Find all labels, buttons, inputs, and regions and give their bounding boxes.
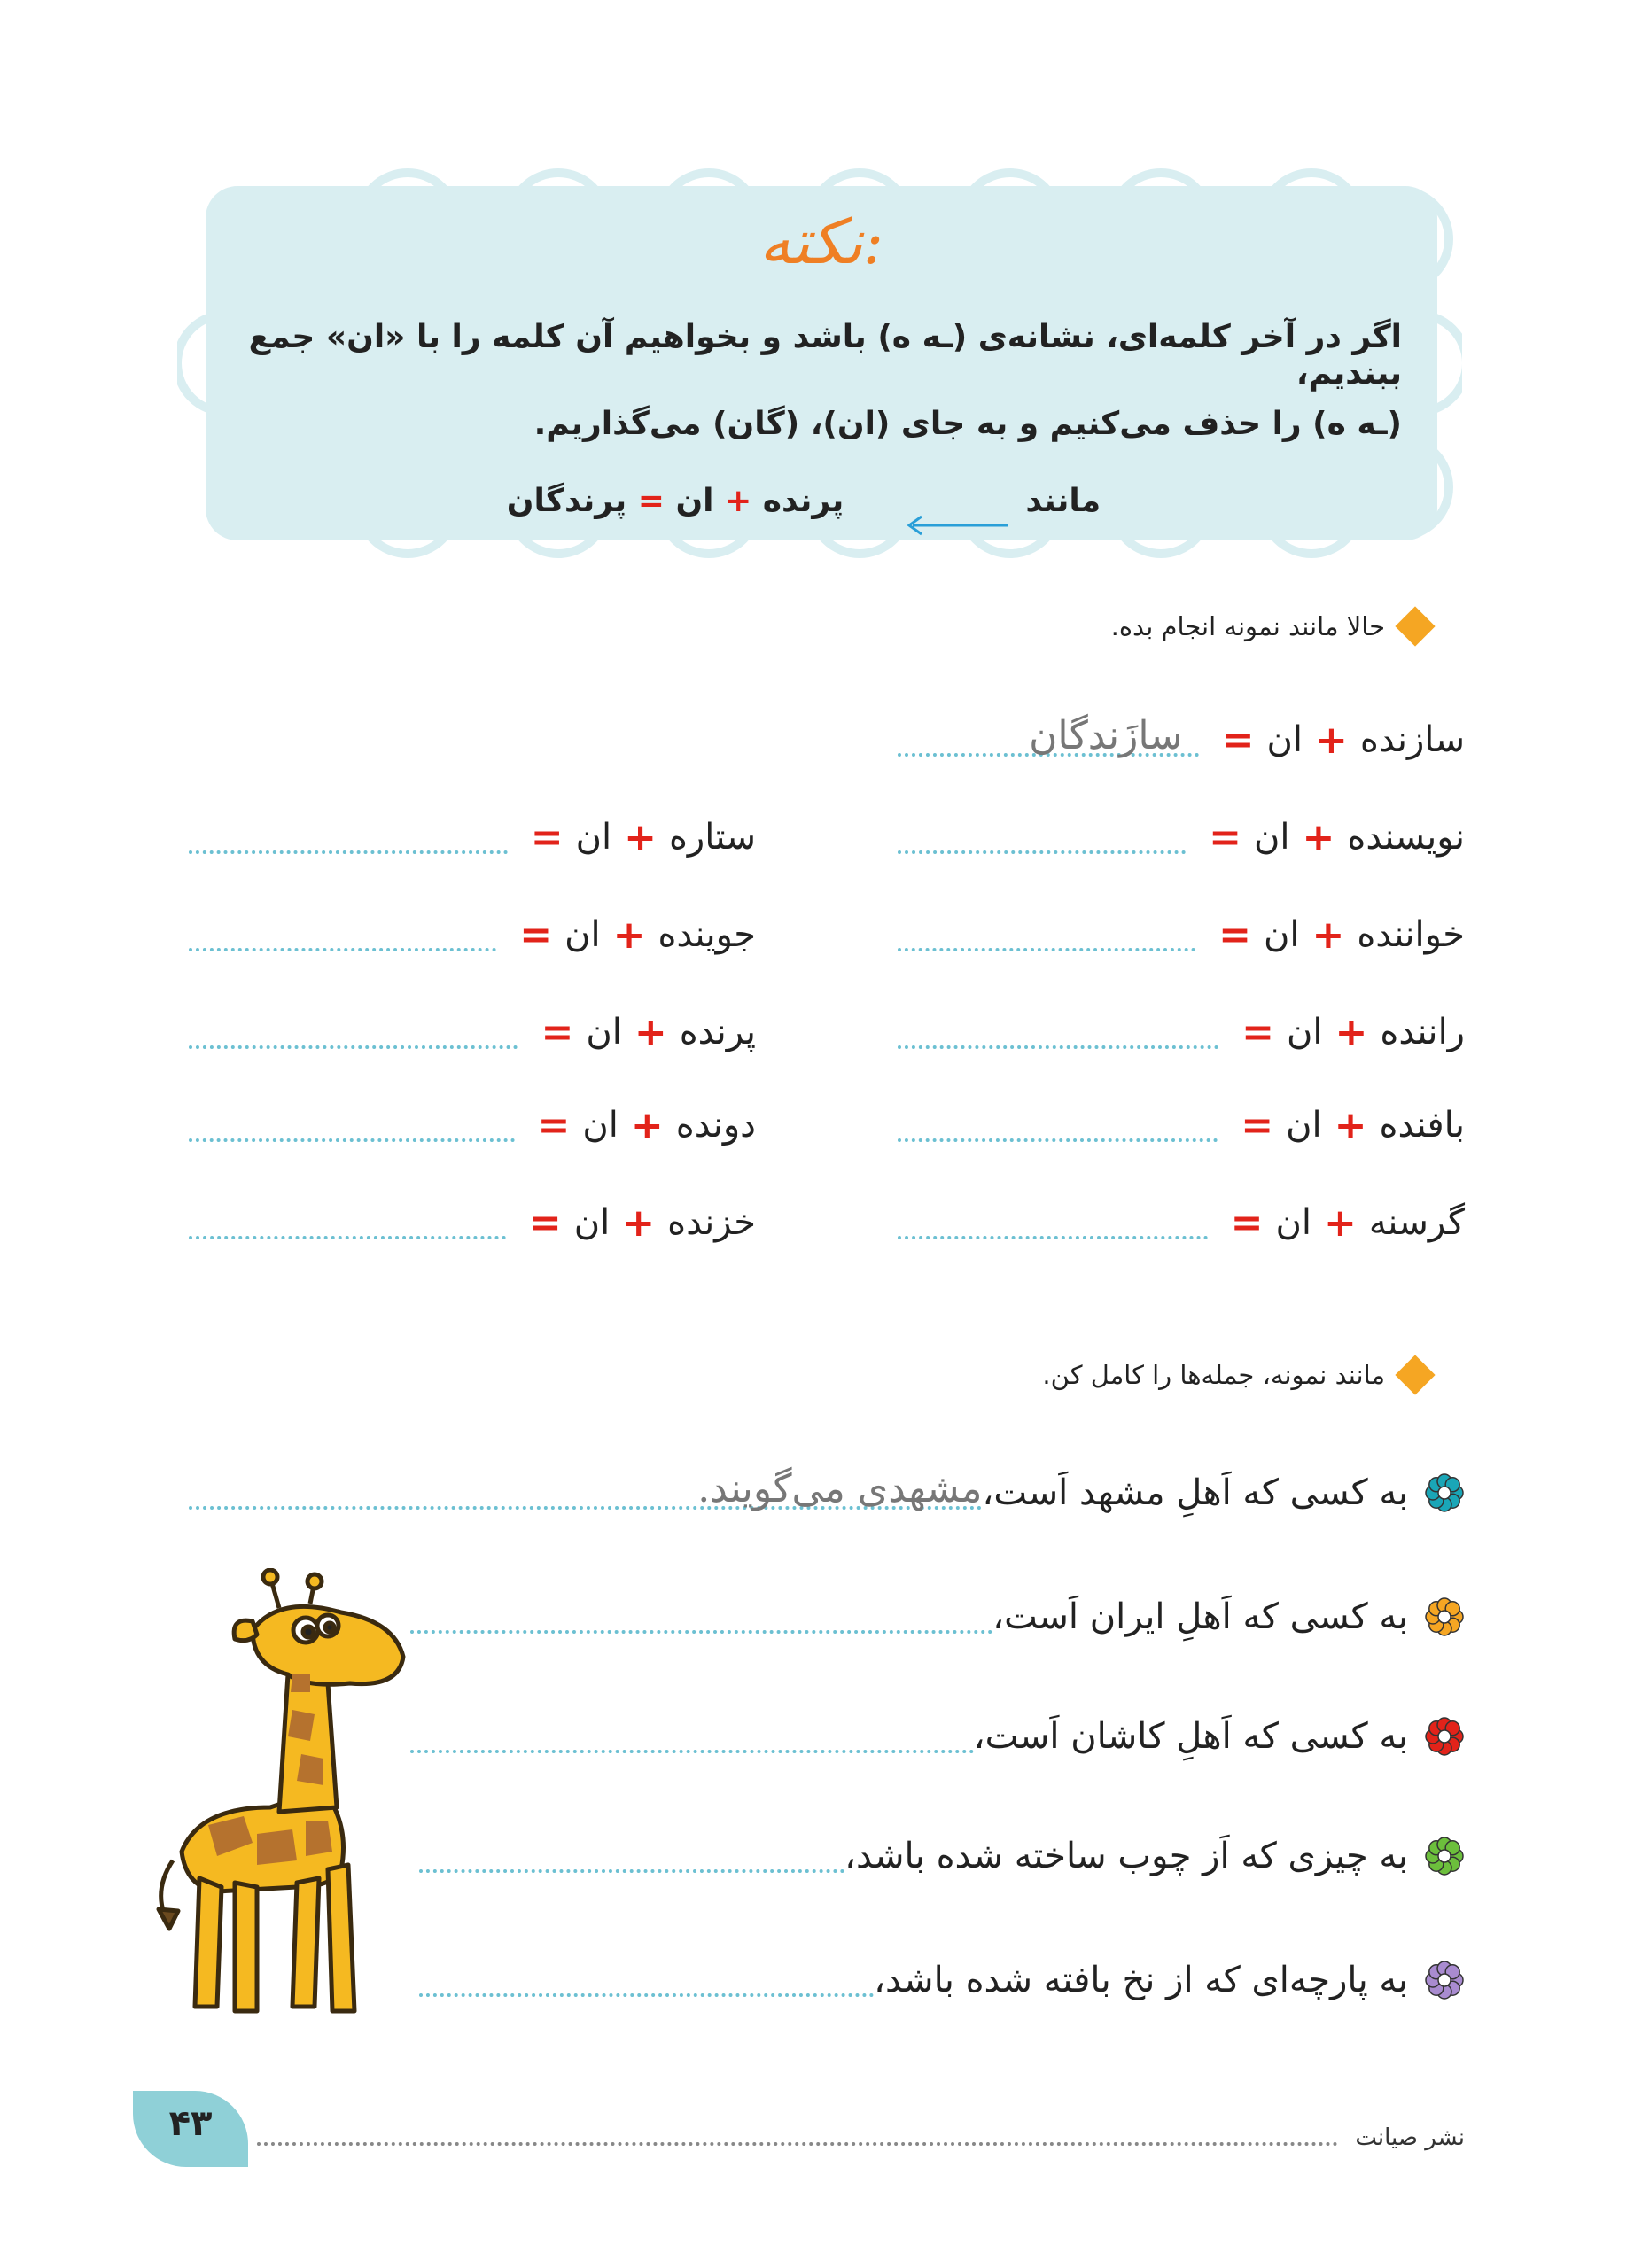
answer-line[interactable] bbox=[898, 1206, 1208, 1239]
exercise-item bbox=[898, 806, 1465, 868]
plus-sign: + bbox=[624, 814, 657, 860]
answer-line[interactable] bbox=[189, 1206, 506, 1239]
suffix: ان bbox=[1275, 1202, 1311, 1243]
sentence-text: به چیزی که اَز چوب ساخته شده باشد، bbox=[844, 1836, 1408, 1876]
answer-line[interactable] bbox=[189, 1466, 983, 1511]
exercise-word: خزنده bbox=[667, 1202, 756, 1243]
exercise-word: دونده bbox=[675, 1105, 756, 1146]
exercise-word: سازنده bbox=[1359, 719, 1465, 760]
note-title: نکته: bbox=[759, 206, 884, 278]
equals-sign: = bbox=[530, 814, 564, 860]
suffix: ان bbox=[582, 1105, 619, 1146]
flower-bullet-icon bbox=[1424, 1836, 1465, 1876]
suffix: ان bbox=[586, 1012, 622, 1052]
publisher-name: نشر صیانت bbox=[1355, 2124, 1465, 2151]
equals-sign: = bbox=[1230, 1200, 1264, 1246]
exercise-word: نویسنده bbox=[1347, 817, 1465, 858]
note-rule-line-1: اگر در آخر کلمه‌ای، نشانه‌ی (ـه ه) باشد و بخواهیم آن کلمه را با «ان» جمع ببندیم، bbox=[248, 319, 1402, 392]
page-number-tab bbox=[133, 2091, 248, 2167]
exercise-word: جوینده bbox=[658, 914, 756, 955]
instruction-2 bbox=[1042, 1360, 1429, 1390]
example-suffix: ان bbox=[675, 483, 714, 519]
instruction-1 bbox=[1111, 611, 1429, 641]
exercise-item bbox=[189, 1192, 756, 1254]
flower-bullet-icon bbox=[1424, 1716, 1465, 1757]
answer-line[interactable] bbox=[189, 918, 496, 951]
equals-sign: = bbox=[1221, 717, 1255, 763]
flower-bullet-icon bbox=[1424, 1960, 1465, 2000]
plus-sign: + bbox=[630, 1102, 664, 1148]
suffix: ان bbox=[1263, 914, 1300, 955]
sentence-text: به پارچه‌ای که از نخ بافته شده باشد، bbox=[874, 1960, 1408, 2000]
answer-line[interactable] bbox=[189, 820, 508, 854]
sample-answer: مشهدی می‌گویند. bbox=[697, 1466, 983, 1511]
example-base-word: پرنده bbox=[762, 483, 844, 519]
exercise-item bbox=[189, 1094, 756, 1156]
sentence-text: به کسی که اَهلِ کاشان اَست، bbox=[973, 1716, 1408, 1757]
diamond-bullet-icon bbox=[1395, 606, 1435, 646]
exercise-word: پرنده bbox=[679, 1012, 756, 1052]
exercise-item bbox=[189, 806, 756, 868]
sentence-item bbox=[410, 1581, 1465, 1652]
equals-sign: = bbox=[1241, 1009, 1275, 1055]
sentence-text: به کسی که اَهلِ ایران اَست، bbox=[992, 1596, 1408, 1637]
plus-sign: + bbox=[1334, 1102, 1367, 1148]
example-result: پرندگان bbox=[506, 483, 627, 519]
exercise-item bbox=[189, 904, 756, 966]
suffix: ان bbox=[1286, 1105, 1322, 1146]
suffix: ان bbox=[564, 914, 601, 955]
sentence-item bbox=[189, 1457, 1465, 1528]
note-box bbox=[206, 186, 1437, 540]
equals-sign: = bbox=[1218, 912, 1251, 958]
sample-answer: سازَندگان bbox=[1029, 713, 1183, 758]
sentence-item bbox=[410, 1701, 1465, 1772]
answer-line[interactable] bbox=[898, 918, 1195, 951]
plus-sign: + bbox=[1311, 912, 1345, 958]
giraffe-illustration-icon bbox=[146, 1568, 439, 2029]
answer-line[interactable] bbox=[189, 1108, 515, 1142]
flower-bullet-icon bbox=[1424, 1596, 1465, 1637]
suffix: ان bbox=[575, 817, 612, 858]
note-example bbox=[241, 483, 1366, 519]
plus-sign: + bbox=[1335, 1009, 1368, 1055]
plus-sign: + bbox=[1323, 1200, 1357, 1246]
answer-line[interactable] bbox=[898, 820, 1186, 854]
sentence-text: به کسی که اَهلِ مشهد اَست، bbox=[982, 1472, 1408, 1513]
equals-sign: = bbox=[528, 1200, 562, 1246]
exercise-item bbox=[898, 904, 1465, 966]
instruction-1-text: حالا مانند نمونه انجام بده. bbox=[1110, 611, 1385, 641]
suffix: ان bbox=[1266, 719, 1303, 760]
suffix: ان bbox=[1287, 1012, 1323, 1052]
plus-sign: + bbox=[634, 1009, 667, 1055]
equals-sign: = bbox=[541, 1009, 574, 1055]
equals-sign: = bbox=[1209, 814, 1241, 860]
example-arrow-icon bbox=[904, 512, 1010, 539]
answer-line[interactable] bbox=[898, 1108, 1218, 1142]
example-plus: + bbox=[725, 483, 752, 519]
exercise-item bbox=[189, 1001, 756, 1063]
answer-line[interactable] bbox=[410, 1600, 992, 1634]
answer-line[interactable] bbox=[189, 1015, 518, 1049]
answer-line[interactable] bbox=[898, 1015, 1218, 1049]
sentence-item bbox=[419, 1945, 1465, 2016]
plus-sign: + bbox=[1302, 814, 1335, 860]
exercise-word: بافنده bbox=[1379, 1105, 1465, 1146]
sentence-item bbox=[419, 1821, 1465, 1891]
equals-sign: = bbox=[1241, 1102, 1274, 1148]
suffix: ان bbox=[1253, 817, 1290, 858]
equals-sign: = bbox=[537, 1102, 571, 1148]
instruction-2-text: مانند نمونه، جمله‌ها را کامل کن. bbox=[1042, 1360, 1385, 1390]
exercise-item bbox=[898, 1094, 1465, 1156]
page-number: ۴۳ bbox=[168, 2103, 213, 2144]
note-rule-line-2: (ـه ه) را حذف می‌کنیم و به جای (ان)، (گان) می‌گذاریم. bbox=[533, 406, 1402, 442]
answer-line[interactable] bbox=[410, 1720, 974, 1753]
plus-sign: + bbox=[612, 912, 646, 958]
diamond-bullet-icon bbox=[1395, 1355, 1435, 1394]
footer-dotted-line bbox=[257, 2142, 1338, 2146]
exercise-item bbox=[898, 1192, 1465, 1254]
exercise-word: خواننده bbox=[1357, 914, 1465, 955]
exercise-sample bbox=[898, 709, 1465, 771]
exercise-item bbox=[898, 1001, 1465, 1063]
exercise-word: راننده bbox=[1380, 1012, 1465, 1052]
flower-bullet-icon bbox=[1424, 1472, 1465, 1513]
exercise-word: ستاره bbox=[668, 817, 756, 858]
plus-sign: + bbox=[622, 1200, 656, 1246]
answer-line[interactable] bbox=[898, 713, 1199, 758]
example-label: مانند bbox=[1025, 483, 1101, 519]
answer-line[interactable] bbox=[419, 1839, 844, 1873]
example-equals: = bbox=[637, 483, 665, 519]
answer-line[interactable] bbox=[419, 1963, 874, 1997]
suffix: ان bbox=[573, 1202, 611, 1243]
exercise-word: گرسنه bbox=[1368, 1202, 1465, 1243]
plus-sign: + bbox=[1315, 717, 1348, 763]
equals-sign: = bbox=[519, 912, 553, 958]
